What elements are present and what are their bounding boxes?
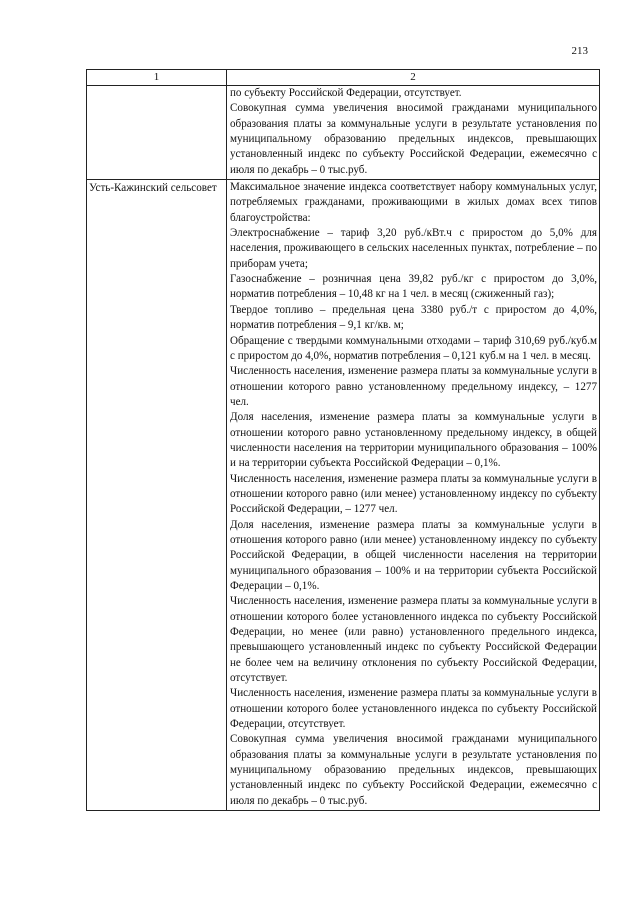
paragraph: Численность населения, изменение размера платы за коммунальные услуги в отношении которого более установленного индекса по субъекту Российской Федерации, отсутствует. xyxy=(230,687,597,731)
paragraph: Доля населения, изменение размера платы за коммунальные услуги в отношения которого равно (или менее) установленному индексу по субъекту Российской Федерации, в общей численности населения на территории муниципального образования – 100% и на территории субъекта Российской Федерации – 0,1%. xyxy=(230,518,597,592)
paragraph: Обращение с твердыми коммунальными отходами – тариф 310,69 руб./куб.м с приростом до 4,0%, норматив потребления – 0,121 куб.м на 1 чел. в месяц. xyxy=(230,334,597,362)
paragraph: Совокупная сумма увеличения вносимой гражданами муниципального образования платы за коммунальные услуги в результате установления по муниципальному образованию предельных индексов, превышающих установленный индекс по субъекту Российской Федерации, ежемесячно с июля по декабрь – 0 тыс.руб. xyxy=(230,733,597,807)
paragraph: по субъекту Российской Федерации, отсутствует. xyxy=(230,87,462,99)
column-header-2: 2 xyxy=(227,70,600,86)
paragraph: Электроснабжение – тариф 3,20 руб./кВт.ч с приростом до 5,0% для населения, проживающего в сельских населенных пунктах, потребление – по приборам учета; xyxy=(230,227,597,270)
description-cell xyxy=(227,86,600,180)
page-number: 213 xyxy=(571,45,588,57)
paragraph: Совокупная сумма увеличения вносимой гражданами муниципального образования платы за коммунальные услуги в результате установления по муниципальному образованию предельных индексов, превышающих установленный индекс по субъекту Российской Федерации, ежемесячно с июля по декабрь – 0 тыс.руб. xyxy=(230,102,597,176)
document-table xyxy=(86,69,600,811)
table-row xyxy=(87,86,600,180)
table-header-row xyxy=(87,70,600,86)
municipality-name-cell: Усть-Кажинский сельсовет xyxy=(87,180,227,811)
paragraph: Газоснабжение – розничная цена 39,82 руб./кг с приростом до 3,0%, норматив потребления – 10,48 кг на 1 чел. в месяц (сжиженный газ); xyxy=(230,273,597,301)
description-cell xyxy=(227,180,600,811)
paragraph: Численность населения, изменение размера платы за коммунальные услуги в отношении которого равно установленному предельному индексу, – 1277 чел. xyxy=(230,365,597,408)
column-header-1: 1 xyxy=(87,70,227,86)
paragraph: Доля населения, изменение размера платы за коммунальные услуги в отношении которого равно установленному предельному индексу, в общей численности населения на территории муниципального образования – 100% и на территории субъекта Российской Федерации – 0,1%. xyxy=(230,411,597,470)
paragraph: Твердое топливо – предельная цена 3380 руб./т с приростом до 4,0%, норматив потребления – 9,1 кг/кв. м; xyxy=(230,303,597,332)
paragraph: Численность населения, изменение размера платы за коммунальные услуги в отношении которого равно (или менее) установленному индексу по субъекту Российской Федерации, – 1277 чел. xyxy=(230,472,597,516)
table-row xyxy=(87,180,600,811)
paragraph: Численность населения, изменение размера платы за коммунальные услуги в отношении которого более установленного индекса по субъекту Российской Федерации, но менее (или равно) установленного предельного индекса, превышающего установленный индекс по субъекту Российской Федерации не более чем на величину отклонения по субъекту Российской Федерации, отсутствует. xyxy=(230,595,597,685)
paragraph: Максимальное значение индекса соответствует набору коммунальных услуг, потребляемых гражданами, проживающими в жилых домах всех типов благоустройства: xyxy=(230,181,597,224)
municipality-name-cell xyxy=(87,86,227,180)
